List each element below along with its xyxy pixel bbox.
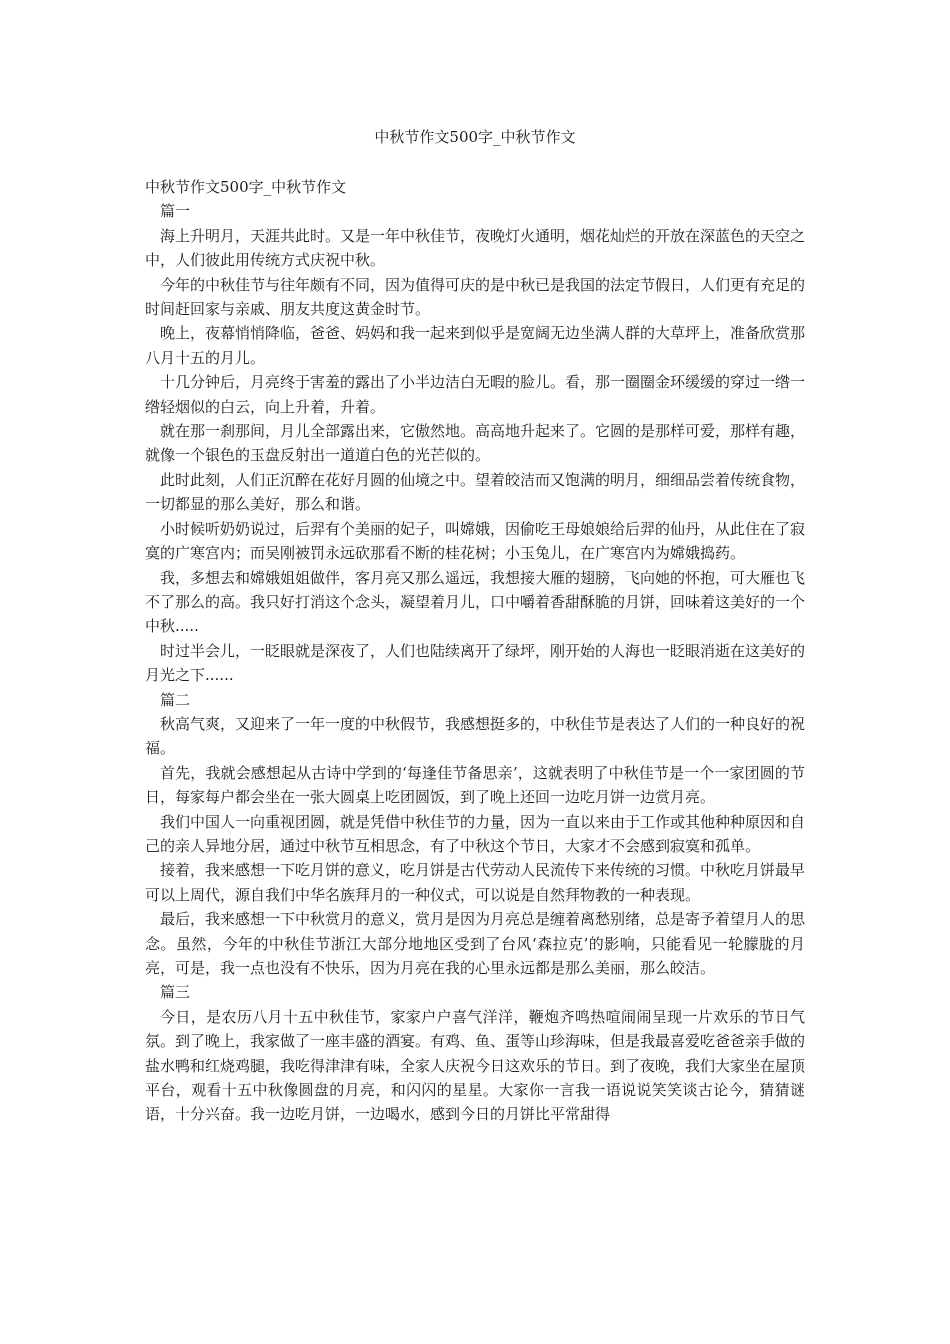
paragraph: 小时候听奶奶说过，后羿有个美丽的妃子，叫嫦娥，因偷吃王母娘娘给后羿的仙丹，从此住在了寂寞的广寒宫内；而吴刚被罚永远砍那看不断的桂花树；小玉兔儿，在广寒宫内为嫦娥捣药。 bbox=[145, 519, 806, 563]
paragraph: 秋高气爽，又迎来了一年一度的中秋假节，我感想挺多的，中秋佳节是表达了人们的一种良好的祝福。 bbox=[145, 714, 806, 758]
paragraph: 今年的中秋佳节与往年颇有不同，因为值得可庆的是中秋已是我国的法定节假日，人们更有充足的时间赶回家与亲戚、朋友共度这黄金时节。 bbox=[145, 275, 806, 319]
paragraph: 我，多想去和嫦娥姐姐做伴，客月亮又那么遥远，我想接大雁的翅膀，飞向她的怀抱，可大雁也飞不了那么的高。我只好打消这个念头，凝望着月儿，口中嚼着香甜酥脆的月饼，回味着这美好的一个中秋..... bbox=[145, 568, 806, 636]
paragraph: 晚上，夜幕悄悄降临，爸爸、妈妈和我一起来到似乎是宽阔无边坐满人群的大草坪上，准备欣赏那八月十五的月儿。 bbox=[145, 324, 806, 367]
paragraph: 我们中国人一向重视团圆，就是凭借中秋佳节的力量，因为一直以来由于工作或其他种种原因和自己的亲人异地分居，通过中秋节互相思念，有了中秋这个节日，大家才不会感到寂寞和孤单。 bbox=[145, 812, 806, 855]
paragraph: 此时此刻，人们正沉醉在花好月圆的仙境之中。望着皎洁而又饱满的明月，细细品尝着传统食物，一切都显的那么美好，那么和谐。 bbox=[145, 470, 806, 514]
paragraph: 十几分钟后，月亮终于害羞的露出了小半边洁白无暇的脸儿。看，那一圈圈金环缓缓的穿过一绺一绺轻烟似的白云，向上升着，升着。 bbox=[145, 373, 806, 416]
paragraph: 就在那一刹那间，月儿全部露出来，它傲然地。高高地升起来了。它圆的是那样可爱，那样有趣，就像一个银色的玉盘反射出一道道白色的光芒似的。 bbox=[145, 422, 806, 465]
paragraph: 最后，我来感想一下中秋赏月的意义，赏月是因为月亮总是缠着离愁别绪，总是寄予着望月人的思念。虽然，今年的中秋佳节浙江大部分地地区受到了台风‘森拉克’的影响，只能看见一轮朦胧的月亮，可是，我一点也没有不快乐，因为月亮在我的心里永远都是那么美丽，那么皎洁。 bbox=[145, 910, 806, 977]
paragraph: 首先，我就会感想起从古诗中学到的‘每逢佳节备思亲’，这就表明了中秋佳节是一个一家团圆的节日，每家每户都会坐在一张大圆桌上吃团圆饭，到了晚上还回一边吃月饼一边赏月亮。 bbox=[145, 763, 805, 807]
section-label: 篇二 bbox=[160, 690, 191, 709]
document-title: 中秋节作文500字_中秋节作文 bbox=[374, 128, 576, 146]
paragraph: 时过半会儿，一眨眼就是深夜了，人们也陆续离开了绿坪，刚开始的人海也一眨眼消逝在这美好的月光之下...... bbox=[145, 641, 806, 685]
paragraph: 今日，是农历八月十五中秋佳节，家家户户喜气洋洋，鞭炮齐鸣热喧闹闹呈现一片欢乐的节日气氛。到了晚上，我家做了一座丰盛的酒宴。有鸡、鱼、蛋等山珍海味，但是我最喜爱吃爸爸亲手做的盐水鸭和红烧鸡腿，我吃得津津有味，全家人庆祝今日这欢乐的节日。到了夜晚，我们大家坐在屋顶平台，观看十五中秋像圆盘的月亮，和闪闪的星星。大家你一言我一语说说笑笑谈古论今，猜猜谜语，十分兴奋。我一边吃月饼，一边喝水，感到今日的月饼比平常甜得 bbox=[145, 1007, 806, 1124]
section-label: 篇一 bbox=[160, 202, 191, 221]
paragraph: 海上升明月，天涯共此时。又是一年中秋佳节，夜晚灯火通明，烟花灿烂的开放在深蓝色的天空之中，人们彼此用传统方式庆祝中秋。 bbox=[145, 226, 806, 270]
document-heading: 中秋节作文500字_中秋节作文 bbox=[145, 178, 347, 196]
document-body bbox=[145, 175, 805, 1127]
section-label: 篇三 bbox=[160, 983, 191, 1002]
paragraph: 接着，我来感想一下吃月饼的意义，吃月饼是古代劳动人民流传下来传统的习惯。中秋吃月饼最早可以上周代，源自我们中华名族拜月的一种仪式，可以说是自然拜物教的一种表现。 bbox=[145, 861, 806, 904]
